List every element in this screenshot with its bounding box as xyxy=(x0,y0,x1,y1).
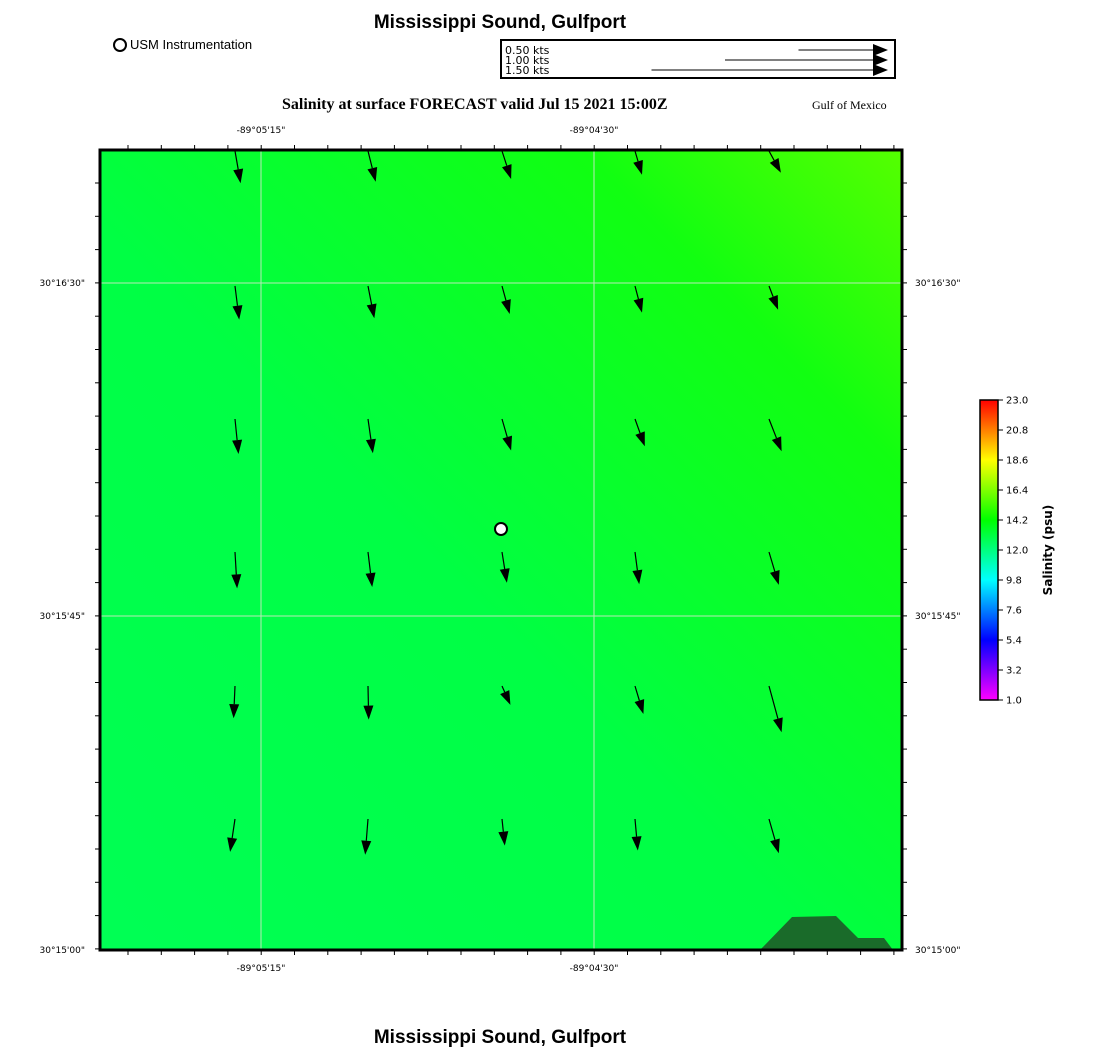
station-marker-icon xyxy=(113,38,127,52)
lat-tick-label-right: 30°16'30" xyxy=(915,279,961,289)
salinity-colorbar xyxy=(970,390,1070,710)
colorbar-tick-label: 20.8 xyxy=(1006,425,1029,437)
speed-scale-label: 1.50 kts xyxy=(505,64,550,77)
colorbar-label: Salinity (psu) xyxy=(1041,504,1055,596)
map-title: Mississippi Sound, Gulfport xyxy=(373,12,627,33)
speed-scale-label: 0.50 kts xyxy=(505,44,550,57)
lat-tick-label-left: 30°16'30" xyxy=(39,279,85,289)
lon-tick-label-bottom: -89°05'15" xyxy=(236,964,286,974)
salinity-map xyxy=(0,120,1000,990)
colorbar-gradient xyxy=(980,400,998,700)
lon-tick-label-top: -89°04'30" xyxy=(569,126,619,136)
speed-scale-legend xyxy=(500,39,896,80)
colorbar-tick-label: 14.2 xyxy=(1006,515,1029,527)
lat-tick-label-left: 30°15'45" xyxy=(39,612,85,622)
colorbar-tick-label: 9.8 xyxy=(1006,575,1022,587)
lon-tick-label-top: -89°05'15" xyxy=(236,126,286,136)
colorbar-tick-label: 5.4 xyxy=(1006,635,1022,647)
station-legend xyxy=(113,37,252,52)
usm-station-marker[interactable] xyxy=(495,523,507,535)
colorbar-tick-label: 7.6 xyxy=(1006,605,1022,617)
footer-title: Mississippi Sound, Gulfport xyxy=(373,1027,627,1048)
colorbar-tick-label: 3.2 xyxy=(1006,665,1022,677)
lat-tick-label-right: 30°15'45" xyxy=(915,612,961,622)
water-surface xyxy=(100,150,902,950)
lon-tick-label-bottom: -89°04'30" xyxy=(569,964,619,974)
region-label: Gulf of Mexico xyxy=(812,98,887,112)
lat-tick-label-right: 30°15'00" xyxy=(915,946,961,956)
colorbar-tick-label: 1.0 xyxy=(1006,695,1022,707)
colorbar-tick-label: 23.0 xyxy=(1006,395,1029,407)
speed-scale-label: 1.00 kts xyxy=(505,54,550,67)
station-legend-label: USM Instrumentation xyxy=(130,37,253,52)
colorbar-tick-label: 16.4 xyxy=(1006,485,1029,497)
colorbar-tick-label: 18.6 xyxy=(1006,455,1029,467)
colorbar-tick-label: 12.0 xyxy=(1006,545,1029,557)
map-subtitle: Salinity at surface FORECAST valid Jul 15 2021 15:00Z xyxy=(282,96,668,113)
lat-tick-label-left: 30°15'00" xyxy=(39,946,85,956)
